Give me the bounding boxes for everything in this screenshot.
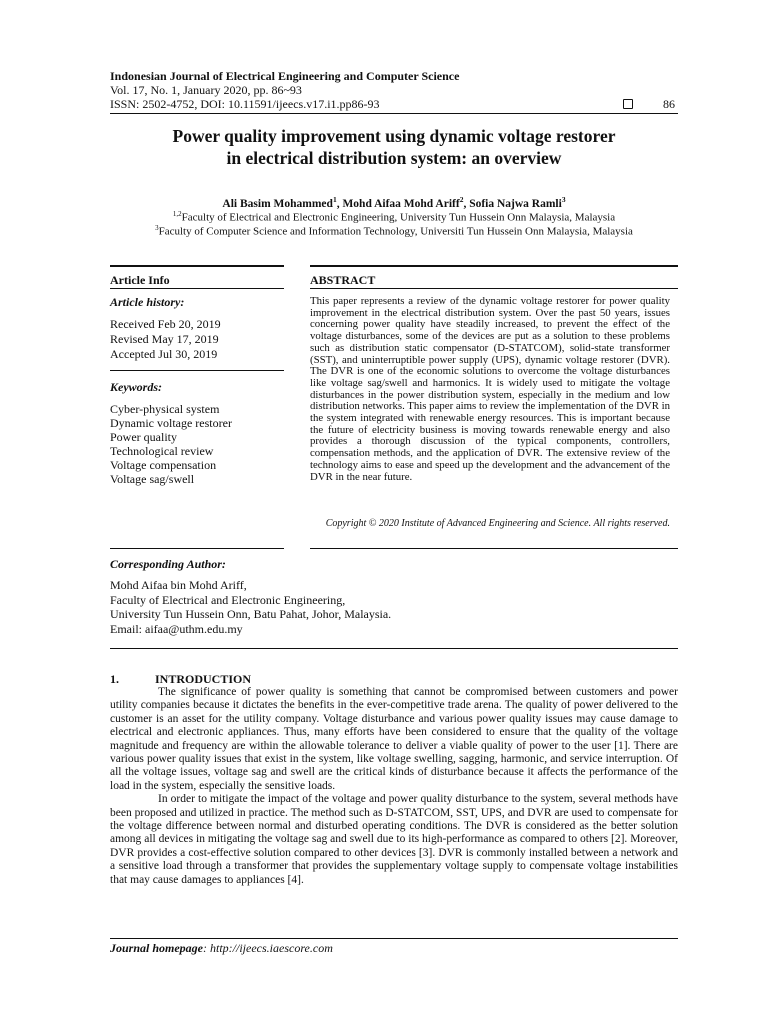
- journal-homepage-link[interactable]: http://ijeecs.iaescore.com: [210, 941, 333, 955]
- revised-date: Revised May 17, 2019: [110, 332, 219, 346]
- corresponding-rule: [110, 648, 678, 649]
- author-sup: 1: [332, 195, 337, 204]
- journal-volume: Vol. 17, No. 1, January 2020, pp. 86~93: [110, 83, 302, 97]
- keywords-heading: Keywords:: [110, 380, 162, 394]
- section-heading: [110, 672, 251, 687]
- introduction-body: [110, 686, 678, 887]
- copyright-notice: Copyright © 2020 Institute of Advanced Engineering and Science. All rights reserved.: [325, 518, 670, 529]
- paper-title: [110, 125, 678, 169]
- abstract-heading: ABSTRACT: [310, 273, 376, 287]
- corresponding-dept: Faculty of Electrical and Electronic Engineering,: [110, 592, 346, 607]
- keyword-item: Dynamic voltage restorer: [110, 416, 232, 430]
- info-mid-rule: [110, 370, 284, 371]
- keyword-item: Power quality: [110, 430, 177, 444]
- received-date: Received Feb 20, 2019: [110, 317, 221, 331]
- info-heading-rule: [110, 288, 284, 289]
- info-bottom-rule: [110, 548, 284, 549]
- author-sup: 3: [561, 195, 566, 204]
- journal-issn: ISSN: 2502-4752, DOI: 10.11591/ijeecs.v17.i1.pp86-93: [110, 97, 380, 111]
- author-list: Ali Basim Mohammed$^1$, Mohd Aifaa Mohd Ariff$^2$, Sofia Najwa Ramli$^3$: [222, 195, 566, 210]
- page-number: 86: [663, 97, 675, 111]
- keyword-item: Voltage compensation: [110, 458, 217, 472]
- footer-label: Journal homepage: [110, 941, 204, 955]
- title-line-1: Power quality improvement using dynamic voltage restorer: [172, 126, 616, 146]
- abstract-top-rule: [310, 265, 678, 267]
- corresponding-univ: University Tun Hussein Onn, Batu Pahat, Johor, Malaysia.: [110, 607, 392, 621]
- affiliation-2: [110, 224, 678, 238]
- footer-rule: [110, 938, 678, 939]
- info-top-rule: [110, 265, 284, 267]
- abstract-heading-rule: [310, 288, 678, 289]
- footer: Journal homepage: http://ijeecs.iaescore.com: [110, 941, 333, 955]
- corresponding-name: Mohd Aifaa bin Mohd Ariff,: [110, 578, 247, 592]
- affiliation-text: Faculty of Computer Science and Information Technology, Universiti Tun Hussein Onn Malaysia, Malaysia: [158, 225, 633, 238]
- affiliation-text: Faculty of Electrical and Electronic Engineering, University Tun Hussein Onn Malaysia, Malaysia: [181, 211, 616, 224]
- keyword-list: [110, 402, 232, 486]
- paragraph: In order to mitigate the impact of the voltage and power quality disturbance to the system, several methods have been proposed and utilized in practice. The method such as D-STATCOM, SST, UPS, and DVR are used to compensate for the voltage difference between normal and disturbed operating conditions. The DVR is considered as the better solution among all devices in mitigating the voltage sag and swell due to its high-performance as compared to others [2]. Moreover, DVR provides a cost-effective solution compared to other devices [3]. DVR is commonly installed between a network and a sensitive load through a transformer that provides the supplementary voltage supply to compensate voltage instabilities that may cause damages to appliances [4].: [110, 793, 678, 886]
- article-info-heading: Article Info: [110, 273, 170, 287]
- affiliation-sup: 1,2: [172, 210, 182, 218]
- paragraph: The significance of power quality is something that cannot be compromised between customers and power utility companies because it dictates the benefits in the ever-competitive trade arena. The quality of power delivered to the customer is an asset for the utility company. Voltage disturbance and various power quality issues may cause damage to electrical and electronic appliances. Thus, many efforts have been considered to ensure that the quality of the voltage magnitude and frequency are within the allowable tolerance to deliver a viable quality of power to the user [1]. There are various power quality issues that exist in the system, like voltage swelling, sagging, harmonic, and service interruption. Of all the voltage issues, voltage sag and swell are the critical kinds of disturbance because it affects the performance of the load in the system, especially the sensitive loads.: [110, 686, 678, 792]
- accepted-date: Accepted Jul 30, 2019: [110, 347, 218, 361]
- section-number: 1.: [110, 672, 119, 686]
- journal-name: Indonesian Journal of Electrical Engineering and Computer Science: [110, 69, 460, 83]
- keyword-item: Voltage sag/swell: [110, 472, 195, 486]
- corresponding-author-block: [110, 578, 391, 636]
- keyword-item: Technological review: [110, 444, 214, 458]
- article-history-heading: Article history:: [110, 295, 185, 309]
- title-line-2: in electrical distribution system: an overview: [226, 148, 562, 168]
- keyword-item: Cyber-physical system: [110, 402, 220, 416]
- author-name: Mohd Aifaa Mohd Ariff: [342, 197, 460, 210]
- author-sup: 2: [459, 195, 464, 204]
- article-history: [110, 317, 221, 362]
- header-divider: [110, 113, 678, 114]
- abstract-text: This paper represents a review of the dynamic voltage restorer for power quality improvement in the electrical distribution system. Over the past 50 years, issues concerning power quality have steadily increased, to prevent the effect of the voltage disturbances, some of the devices are put as a solution to these problems such as distribution static compensator (D-STATCOM), solid-state transformer (SST), and uninterruptible power supply (UPS), dynamic voltage restorer (DVR). The DVR is one of the economic solutions to overcome the voltage disturbances like voltage sag/swell and harmonics. It is widely used to mitigate the voltage disturbances in the power distribution system, especially in the medium and low distribution networks. This paper aims to review the implementation of the DVR in the system integrated with renewable energy resources. This is important because the future of electricity business is moving towards renewable energy and also provides a thorough discussion of the typical components, controllers, compensation methods, and the application of DVR. The extensive review of the technology aims to ease and speed up the development and the advancement of the DVR in the near future.: [310, 295, 670, 483]
- corresponding-author-heading: Corresponding Author:: [110, 557, 226, 571]
- affiliation-1: [110, 210, 678, 224]
- author-name: Sofia Najwa Ramli: [469, 197, 562, 210]
- affiliation-sup: 3: [155, 224, 159, 232]
- corresponding-email: Email: aifaa@uthm.edu.my: [110, 621, 243, 636]
- section-title: INTRODUCTION: [155, 672, 252, 686]
- square-icon: [623, 99, 633, 109]
- author-name: Ali Basim Mohammed: [222, 197, 333, 210]
- abstract-bottom-rule: [310, 548, 678, 549]
